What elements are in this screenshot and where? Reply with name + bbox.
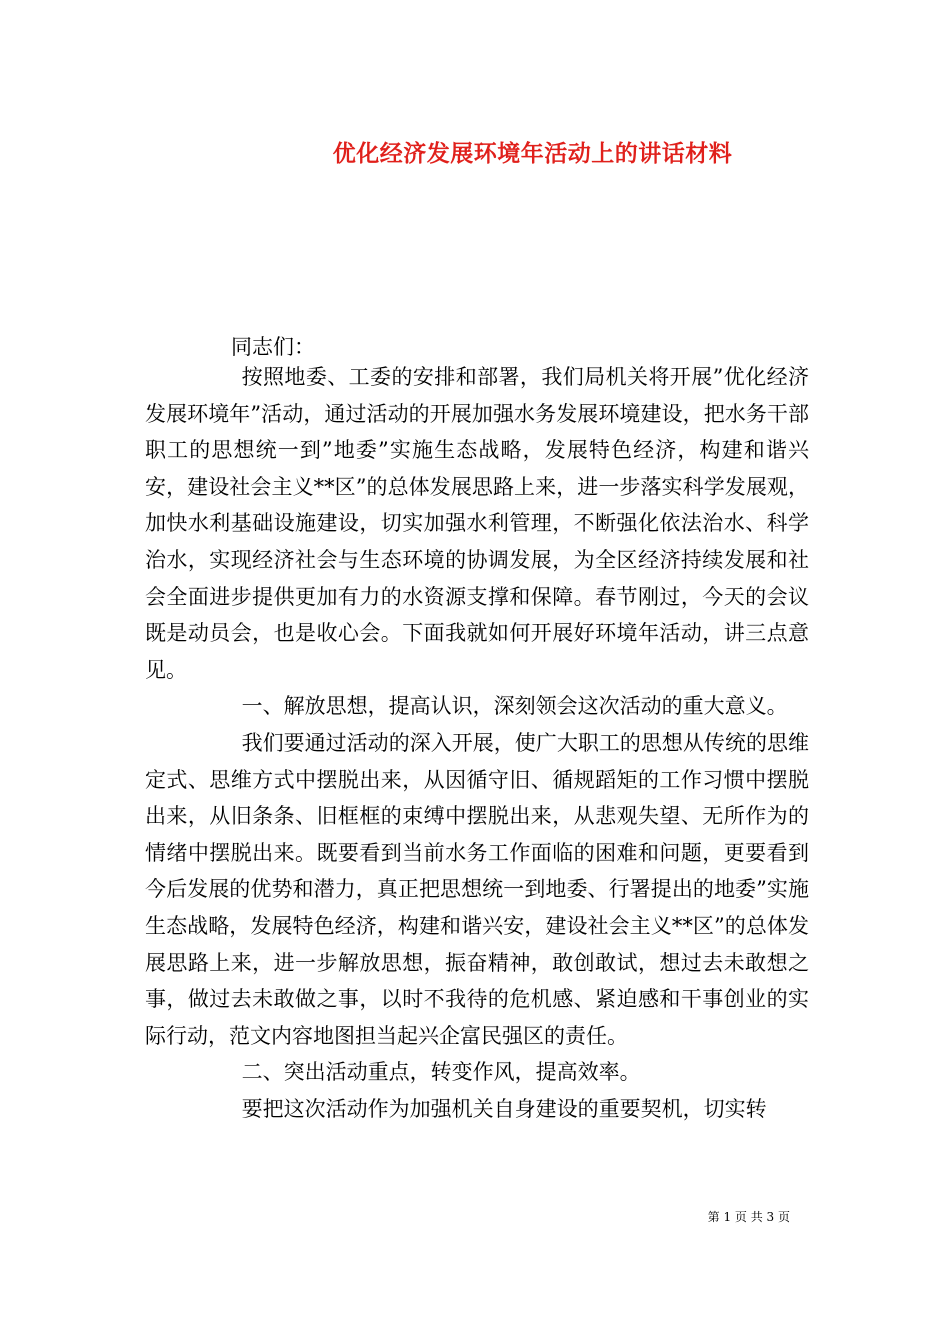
salutation: 同志们：	[231, 335, 315, 359]
document-body	[145, 359, 809, 1127]
paragraph-1: 按照地委、工委的安排和部署，我们局机关将开展”优化经济发展环境年”活动，通过活动的开展加强水务发展环境建设，把水务干部职工的思想统一到”地委”实施生态战略，发展特色经济，构建和谐兴安，建设社会主义**区”的总体发展思路上来，进一步落实科学发展观，加快水利基础设施建设，切实加强水利管理，不断强化依法治水、科学治水，实现经济社会与生态环境的协调发展，为全区经济持续发展和社会全面进步提供更加有力的水资源支撑和保障。春节刚过，今天的会议既是动员会，也是收心会。下面我就如何开展好环境年活动，讲三点意见。	[145, 365, 809, 682]
document-title: 优化经济发展环境年活动上的讲话材料	[332, 140, 733, 167]
heading-1: 一、解放思想，提高认识，深刻领会这次活动的重大意义。	[241, 694, 788, 719]
page-number: 第 1 页 共 3 页	[707, 1210, 790, 1224]
heading-2: 二、突出活动重点，转变作风，提高效率。	[241, 1060, 641, 1085]
paragraph-3: 要把这次活动作为加强机关自身建设的重要契机，切实转	[241, 1096, 767, 1121]
paragraph-2: 我们要通过活动的深入开展，使广大职工的思想从传统的思维定式、思维方式中摆脱出来，从因循守旧、循规蹈矩的工作习惯中摆脱出来，从旧条条、旧框框的束缚中摆脱出来，从悲观失望、无所作为的情绪中摆脱出来。既要看到当前水务工作面临的困难和问题，更要看到今后发展的优势和潜力，真正把思想统一到地委、行署提出的地委”实施生态战略，发展特色经济，构建和谐兴安，建设社会主义**区”的总体发展思路上来，进一步解放思想，振奋精神，敢创敢试，想过去未敢想之事，做过去未敢做之事，以时不我待的危机感、紧迫感和干事创业的实际行动，范文内容地图担当起兴企富民强区的责任。	[145, 730, 809, 1048]
